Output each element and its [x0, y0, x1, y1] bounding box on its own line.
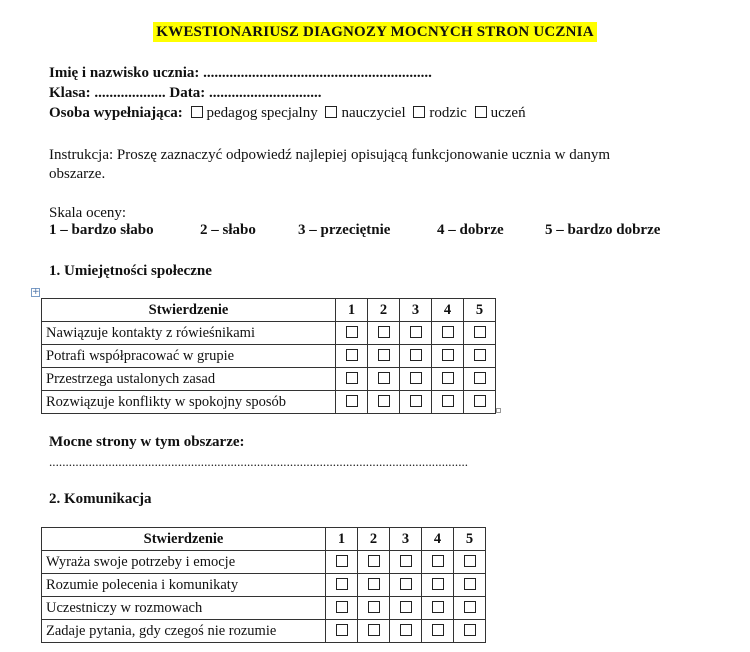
- rating-checkbox[interactable]: [432, 578, 444, 590]
- statement-cell: Wyraża swoje potrzeby i emocje: [42, 551, 326, 574]
- name-label: Imię i nazwisko ucznia:: [49, 65, 200, 81]
- rating-checkbox[interactable]: [378, 326, 390, 338]
- rating-checkbox[interactable]: [432, 601, 444, 613]
- rating-checkbox[interactable]: [474, 395, 486, 407]
- statement-cell: Rozwiązuje konflikty w spokojny sposób: [42, 391, 336, 414]
- rating-checkbox[interactable]: [464, 578, 476, 590]
- header-rating-4: 4: [422, 528, 454, 551]
- section-1-heading: 1. Umiejętności społeczne: [49, 263, 212, 279]
- scale-item-4: 4 – dobrze: [437, 222, 504, 238]
- rating-checkbox[interactable]: [368, 578, 380, 590]
- statement-cell: Uczestniczy w rozmowach: [42, 597, 326, 620]
- scale-item-1: 1 – bardzo słabo: [49, 222, 154, 238]
- option-checkbox-nauczyciel[interactable]: [325, 106, 337, 118]
- header-statement: Stwierdzenie: [42, 528, 326, 551]
- date-label: Data:: [169, 85, 206, 101]
- section-2-table: [41, 527, 486, 643]
- strengths-dots: ...............................................................................................................................: [49, 454, 469, 469]
- date-dots: ..............................: [205, 85, 322, 101]
- option-label-pedagog: pedagog specjalny: [206, 105, 318, 121]
- rating-checkbox[interactable]: [346, 395, 358, 407]
- table-row: [42, 620, 486, 643]
- section-2-heading: 2. Komunikacja: [49, 491, 152, 507]
- person-line: [49, 104, 526, 123]
- option-label-uczen: uczeń: [490, 105, 526, 121]
- rating-checkbox[interactable]: [464, 555, 476, 567]
- scale-item-5: 5 – bardzo dobrze: [545, 222, 661, 238]
- header-rating-1: 1: [336, 299, 368, 322]
- rating-checkbox[interactable]: [400, 578, 412, 590]
- header-rating-5: 5: [464, 299, 496, 322]
- class-date-line: [49, 84, 322, 103]
- rating-checkbox[interactable]: [474, 326, 486, 338]
- header-statement: Stwierdzenie: [42, 299, 336, 322]
- table-row: [42, 368, 496, 391]
- instruction-line-1: Instrukcja: Proszę zaznaczyć odpowiedź najlepiej opisującą funkcjonowanie ucznia w danym: [49, 147, 611, 163]
- table-move-handle-icon[interactable]: +: [32, 287, 40, 297]
- table-row: [42, 574, 486, 597]
- instruction-line-2: obszarze.: [49, 166, 106, 182]
- rating-checkbox[interactable]: [400, 624, 412, 636]
- scale-label: Skala oceny:: [49, 205, 127, 221]
- rating-checkbox[interactable]: [368, 555, 380, 567]
- rating-checkbox[interactable]: [410, 395, 422, 407]
- table-header-row: [42, 528, 486, 551]
- rating-checkbox[interactable]: [378, 372, 390, 384]
- rating-checkbox[interactable]: [368, 601, 380, 613]
- header-rating-3: 3: [400, 299, 432, 322]
- statement-cell: Zadaje pytania, gdy czegoś nie rozumie: [42, 620, 326, 643]
- header-rating-1: 1: [326, 528, 358, 551]
- class-dots: ...................: [90, 85, 170, 101]
- rating-checkbox[interactable]: [336, 624, 348, 636]
- person-label: Osoba wypełniająca:: [49, 105, 183, 121]
- table-resize-handle-icon[interactable]: [496, 408, 501, 413]
- table-row: [42, 322, 496, 345]
- header-rating-3: 3: [390, 528, 422, 551]
- rating-checkbox[interactable]: [410, 326, 422, 338]
- option-checkbox-rodzic[interactable]: [413, 106, 425, 118]
- statement-cell: Nawiązuje kontakty z rówieśnikami: [42, 322, 336, 345]
- rating-checkbox[interactable]: [336, 555, 348, 567]
- rating-checkbox[interactable]: [336, 601, 348, 613]
- class-label: Klasa:: [49, 85, 91, 101]
- rating-checkbox[interactable]: [432, 555, 444, 567]
- rating-checkbox[interactable]: [368, 624, 380, 636]
- rating-checkbox[interactable]: [378, 395, 390, 407]
- statement-cell: Potrafi współpracować w grupie: [42, 345, 336, 368]
- section-1-table: [41, 298, 496, 414]
- header-rating-5: 5: [454, 528, 486, 551]
- rating-checkbox[interactable]: [442, 349, 454, 361]
- rating-checkbox[interactable]: [400, 601, 412, 613]
- name-dots: .............................................................: [199, 65, 432, 81]
- rating-checkbox[interactable]: [474, 372, 486, 384]
- scale-item-2: 2 – słabo: [200, 222, 256, 238]
- statement-cell: Przestrzega ustalonych zasad: [42, 368, 336, 391]
- option-checkbox-pedagog[interactable]: [191, 106, 203, 118]
- rating-checkbox[interactable]: [410, 372, 422, 384]
- document-title: KWESTIONARIUSZ DIAGNOZY MOCNYCH STRON UCZNIA: [153, 22, 596, 42]
- option-label-rodzic: rodzic: [429, 105, 467, 121]
- rating-checkbox[interactable]: [442, 326, 454, 338]
- strengths-label: Mocne strony w tym obszarze:: [49, 434, 245, 450]
- table-row: [42, 391, 496, 414]
- table-row: [42, 551, 486, 574]
- rating-checkbox[interactable]: [432, 624, 444, 636]
- header-rating-2: 2: [358, 528, 390, 551]
- rating-checkbox[interactable]: [442, 395, 454, 407]
- table-header-row: [42, 299, 496, 322]
- option-checkbox-uczen[interactable]: [475, 106, 487, 118]
- rating-checkbox[interactable]: [400, 555, 412, 567]
- rating-checkbox[interactable]: [378, 349, 390, 361]
- option-label-nauczyciel: nauczyciel: [341, 105, 406, 121]
- table-row: [42, 597, 486, 620]
- rating-checkbox[interactable]: [464, 624, 476, 636]
- scale-item-3: 3 – przeciętnie: [298, 222, 391, 238]
- title-wrapper: [0, 22, 750, 42]
- rating-checkbox[interactable]: [410, 349, 422, 361]
- rating-checkbox[interactable]: [346, 349, 358, 361]
- header-rating-4: 4: [432, 299, 464, 322]
- statement-cell: Rozumie polecenia i komunikaty: [42, 574, 326, 597]
- rating-checkbox[interactable]: [442, 372, 454, 384]
- name-line: [49, 64, 432, 83]
- rating-checkbox[interactable]: [474, 349, 486, 361]
- rating-checkbox[interactable]: [464, 601, 476, 613]
- table-row: [42, 345, 496, 368]
- rating-checkbox[interactable]: [346, 372, 358, 384]
- rating-checkbox[interactable]: [336, 578, 348, 590]
- header-rating-2: 2: [368, 299, 400, 322]
- rating-checkbox[interactable]: [346, 326, 358, 338]
